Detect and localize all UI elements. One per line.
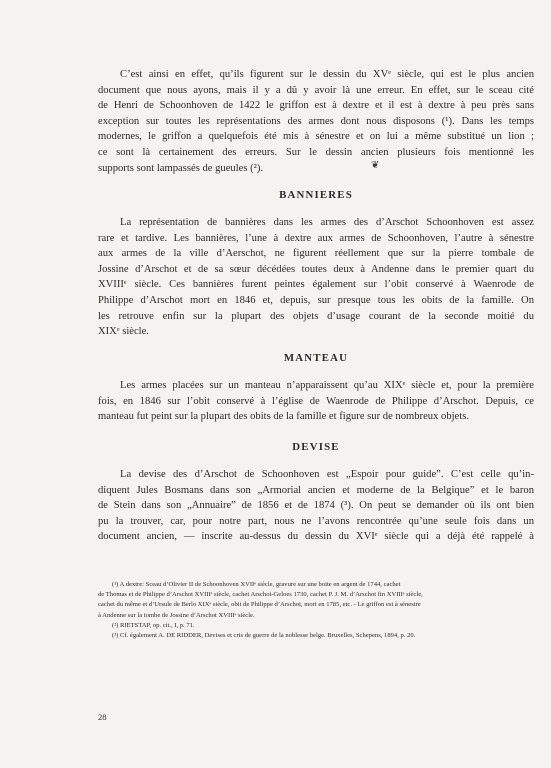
text-line: de Henri de Schoonhoven de 1422 le griffon est à dextre et il est à dextre à peu près sans <box>98 100 534 112</box>
text-line: Jossine d’Arschot et de sa sœur décédées toutes deux à Andenne dans le premier quart du <box>98 263 534 275</box>
text-line: diquent Jules Bosmans dans son „Armorial ancien et moderne de la Belgique” et le baron <box>98 484 534 496</box>
text-line: XVIIIᵉ siècle. Ces bannières furent peintes également sur l’obit conservé à Waenrode de <box>98 279 534 291</box>
text-line: modernes, le griffon a quelquefois été mis à sénestre et on lui a même substitué un lion ; <box>98 131 534 143</box>
paragraph-devise <box>98 467 534 545</box>
page-number: 28 <box>98 712 107 722</box>
text-line: aux armes de la ville d’Aerschot, ne figurent réellement que sur la pierre tombale de <box>98 248 534 260</box>
text-line: document que nous ayons, mais il y a dû y avoir là une erreur. En effet, sur le sceau cité <box>98 84 534 96</box>
heading-devise: DEVISE <box>292 441 340 453</box>
text-line: manteau fut peint sur la plupart des obits de la famille et figure sur de nombreux objets. <box>98 411 469 423</box>
text-line: de Stein dans son „Annuaire” de 1856 et de 1874 (³). On peut se demander où ils ont bien <box>98 500 534 512</box>
paragraph-griffon <box>98 67 534 176</box>
text-line: rare et tardive. Les bannières, l’une à dextre aux armes de Schoonhoven, l’autre à sénestre <box>98 232 534 244</box>
footnotes <box>98 580 538 641</box>
ornament-icon: ❦ <box>371 160 380 171</box>
paragraph-bannieres <box>98 215 534 340</box>
text-line: ce sont là certainement des erreurs. Sur le dessin ancien plusieurs fois mentionné les <box>98 146 534 158</box>
footnote-1-cont: à Andenne sur la tombe de Jossine d’Arschot XVIIIᵉ siècle. <box>98 611 255 619</box>
text-line: Philippe d’Arschot mort en 1846 et, depuis, sur presque tous les obits de la famille. On <box>98 294 534 306</box>
footnote-3: (³) Cf. également A. DE RIDDER, Devises et cris de guerre de la noblesse belge. Bruxelles, Schepens, 1894, p. 20. <box>112 632 416 640</box>
text-line: exception sur toutes les représentations des armes dont nous disposons (¹). Dans les temps <box>98 115 534 127</box>
paragraph-manteau <box>98 378 534 425</box>
footnote-2: (²) RIETSTAP, op. cit., I, p. 71. <box>112 621 195 629</box>
text-line: fois, en 1846 sur l’obit conservé à l’église de Waenrode de Philippe d’Arschot. Depuis, ce <box>98 395 534 407</box>
heading-bannieres: BANNIERES <box>279 189 353 201</box>
footnote-1-cont: cachet du même et d’Ursule de Berlo XIXᵉ siècle, obit de Philippe d’Arschot, mort en 1785, etc. - Le griffon est à sénestre <box>98 601 421 609</box>
text-line: supports sont lampassés de gueules (²). <box>98 162 263 174</box>
text-line: Les armes placées sur un manteau n’apparaissent qu’au XIXᵉ siècle et, pour la première <box>120 380 534 391</box>
text-line: les retrouve enfin sur la plupart des objets d’usage courant de la seconde moitié du <box>98 310 534 322</box>
text-line: document ancien, — inscrite au-dessus du dessin du XVIᵉ siècle qui a déjà été rappelé à <box>98 531 534 543</box>
text-line: XIXᵉ siècle. <box>98 326 149 338</box>
text-line: C’est ainsi en effet, qu’ils figurent sur le dessin du XVᵉ siècle, qui est le plus ancien <box>120 69 534 80</box>
footnote-1: (¹) A dextre: Sceau d’Olivier II de Schoonhoven XVIIᵉ siècle, gravure sur une boite en argent de 1744, cachet <box>112 581 401 588</box>
text-line: La représentation de bannières dans les armes des d’Arschot Schoonhoven est assez <box>120 217 534 228</box>
heading-manteau: MANTEAU <box>283 352 349 364</box>
footnote-1-cont: de Thomas et de Philippe d’Arschot XVIIIᵉ siècle, cachet Arschot-Geloes 1730, cachet P. J. M. d’Arschot fin XVIIIᵉ siècle, <box>98 591 423 599</box>
text-line: La devise des d’Arschot de Schoonhoven est „Espoir pour guide”. C’est celle qu’in- <box>120 469 534 480</box>
text-line: pu la trouver, car, pour notre part, nous ne l’avons rencontrée qu’une seule fois dans un <box>98 515 534 527</box>
